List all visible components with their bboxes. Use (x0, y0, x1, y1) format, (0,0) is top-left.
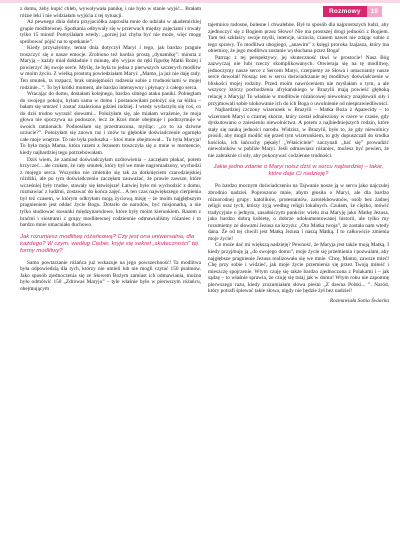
section-label: Rozmowy (323, 6, 367, 17)
interview-question: Jakie jedno zdanie o Maryi noisz dziś w sercu najbardziej – takie, które daje Ci nadzieję? (213, 164, 384, 178)
author-signature: Rozmawiała Sonia Świacka (329, 297, 389, 304)
body-paragraph: Patrząc z tej perspektywy, jej skuteczność tkwi w prostocie! Nasz Bóg zazwyczaj nie lubi rzeczy skomplikowanych. Otwieraja się na tę modlitwę, jednoczymy nasze serce z Sercem Maryi, czerpiemy ze Słowa i umacniamy nasze serce dowolał! Nosząc ten w sercu doświadczanie tej modlitwy doświadczenie w bliskości mojej rodziny. Przed moim nawróceniem nie myślałam o tym, a ale wszyscy którzy pochodzenia afrykańskiego w Brazylii mają powieść głęboką relację z Maryją! To właśnie w modlitwie różańcowej niewolnicy znajdowali siły i przyjmowali sobie ulokowanie ich do ich Boga o uwolnienie od niesprawiedliwości. (208, 54, 389, 107)
body-paragraph: Najbardziej czczony wizerunek w Brazylii – Matka Boża z Aparecidy – to wizerunek Maryi o czarnej skórze, który został odnaleziony w rzece w czasie, gdy dyskutowano o zniesieniu niewolnictwa. A potem z najbiedniejszych rodzin, które stały się nauką jedności narodu. Widzisz, w Brazylii, było to, że gdy niewolnicy prosili, aby mogli modlić się przed tym wizerunkiem, to gdy dopuszczali do środka kościoła, ich łańcuchy pękały! „Właściciele” zaczynali „bać się” prowadzić niewolników w pobliże Maryi. Jeśli odmawiasz różaniec, możesz być pewien, że nie zabraknie ci siły, aby pokonywać codzienne trudności. (208, 107, 389, 159)
body-paragraph: Aż pewnego dnia dobra przyjaciółka zaprosiła mnie do udziału w akademickiej grupie modlitewnej. Spotkania odbywały się w przerwach między zajęciami i trwały tylko 15 minut! Pomyślałam wtedy: „gorzej już chyba być nie może, więc mogę spróbować pójść na to spotkanie”. (20, 19, 201, 45)
body-paragraph: Kiedy przyszłyśmy, temat dnia dotyczył Maryi i tego, jak bardzo pragnie troszczyć się o nasze emocje. Zrobiono też bardzo prostą „dynamikę”: minuta z Maryją – każdy miał dokładnie 1 minutę, aby wyjaw do ręki figurkę Matki Bożej i powierzyć Jej swoje serce. Myślę, że była to jedna z pierwszych szczerych modlitw w moim życiu. Z wielką prostotą powiedziałam Maryi: „Mamo, ja już nie daję rady. Ten smutek, ta rozpacz, brak umiejętności radzenia sobie z trudnościami w mojej rodzinie...”. To był krótki moment, ale bardzo intensywny i płynący z całego serca. (20, 45, 201, 91)
answer-paragraph: Co może dać mi większą nadzieję? Pewność, że Maryja jest także moją Matką. I kiedy przyjmuję ją „do swojego domu”, moje życie się przemienia i pozwalam, aby najgłębsze pragnienie Jezusa realizowało się we mnie. Chcę, Mamo, zawsze mieć! Chę przy sobie i widzieć, jak moje życie przemienia się przez Twoją miłość i mieszczę spojrzenie. Wtym czuję się także bardzo zjednoczona z Polakami i – jak sądzę – to właśnie sprawia, że czuję się tutaj jak w domu! Wtym roku nie zapomnę pierwszego razu, kiedy zrozumiałam słowa pieśni „Z dawna Polski... ”. Naród, który potrafi śpiewać takie słowa, nigdy nie będzie żył bez nadziei! (208, 242, 389, 295)
section-header (323, 6, 382, 17)
body-paragraph: Dziś wiem, że zamiast doświadczyłam uzdrowienia – zaczęłam płakać, potem krzyczeć... ale czułam, że cały smutek, który był we mnie nagromadzony, wychodzi z mojego serca. Wszystko nie zmieniło się tak za dotknięciem czarodziejskiej różdżki, ale po tym doświadczeniu zaczęłam zauważać, że prawie zawsze, które wcześniej były trudne, stawały się łatwiejsze! Łatwiej było mi wychodzić z domu, rozmawiać z ludźmi, zostawać do końca zajęć... A ten czas największego cierpienia był też czasem, w którym odkryłam moją życiową misję – że moim najgłębszym pragnieniem jest oddać życie Bogu. Dotarło do narodów, być misjonarką, a nie tylko studiować stosunki międzynarodowe, które były moim kierunkiem. Razem z braćmi i siostrami z grupy modlitewnej codziennie odmawialiśmy różaniec i to bardzo mnie umacniało duchowo. (20, 156, 201, 229)
body-paragraph: tajemnice radosne, bolesne i chwalebne. Był to sposób dla najprostszych ludzi, aby zjednoczyć się z Bogiem przez Słowo! Nie ma prostszej drogi jedności z Bogiem. Tam też szkłaścy swoje myśli, intencje, uczucia, czasem nawet nie zdając sobie z tego sprawy. To modlitwa ubogiego, „anawim” z księgi proroka Izajasza, który ma obietnicę, że jego modlitwa zostanie wysłuchana przez Boga! (208, 22, 389, 55)
interview-question: Jak rozumiesz modlitwę różańcową? Czy jest ona uniwersalna, dla każdego? W czym, według Ciebie, kryje się sekret „skuteczności” tej formy modlitwy? (20, 233, 199, 254)
top-rule (0, 0, 400, 3)
answer-paragraph: Po bardzo mocnym doświadczeniu na Tajwanie nosze ją w sercu jako najczulej zbrodnio nadziei. Poproszono mnie, abym głosiła o Maryi, ale dla bardzo różnorodnej grupy: katolików, protestantów, zarotekbowanów, osób bez żadnej religii oraz tych, którzy żyją według religii lokalnych. Czułam, że ciężko, mówić tradycyjnie o jednym, zasadniczym punkcie: wielu zna Maryję jako Matkę Jezusa, jako bardzo dobrą kobietę, o dobrze udokumentowanej historii, ale tylko my rozumiemy ze słowami Jezusa na krzyżu: „Oto Matka twoja”, że została nam wtedy dana. Że od tej chwili jest Matką Jezusa i naszą Matką. I to całkowicie zmienia moje życie! (208, 183, 389, 242)
page-number: 19 (367, 6, 382, 17)
body-paragraph: Wracając do domu, dostałam kolejnego, bardzo silnego ataku paniki. Pobiegłam do swojego pokoju, byłam sama w domu i postanowiłam położyć się na łóżku – bałam się umrzeć i zostać znaleziona gdzieś indziej. I wtedy wydarzyło się coś, co do dziś trudno wyrazić słowami... Położyłam się, ale miałam wrażenie, że moja głowa nie spoczywa na poduszce, lecz że Ktoś mnie obejmuje i podtrzymuje w swoich ramionach. Podnosiłam się przestraszona, myśląc: „co to za dziwne uczucie?”. Położyłam się znowu raz i znów to głębokie doświadczenie ogarnęło całe moje wnętrze. To nie była poduszka – ktoś mnie obejmował... To była Maryja! To była moja Mama, która razem z Jezusem troszczyła się o mnie w momencie, kiedy najbardziej tego potrzebowałam. (20, 91, 201, 157)
answer-paragraph: Samo powtarzanie różańca już wskazuje na jego powszechność! Ta modlitwa była odpowiedzią dla tych, którzy nie umieli lub nie mogli czytać 150 psalmów. Jako sposób zjednoczenia się ze Słowem Bożym zamiast ich odmawiania, można było odmówić 150 „Zdrowaś Maryjo” – tyle właśnie było w pierwszym różańcu, obejmującym (20, 259, 201, 292)
right-column (208, 22, 389, 304)
left-column (20, 6, 201, 292)
body-paragraph: z domu, żeby kupić chleb, wywoływała panikę, i nie było w stanie wyjść... Brałam różne leki i nie widziałam wyjścia z tej sytuacji. (20, 6, 201, 19)
